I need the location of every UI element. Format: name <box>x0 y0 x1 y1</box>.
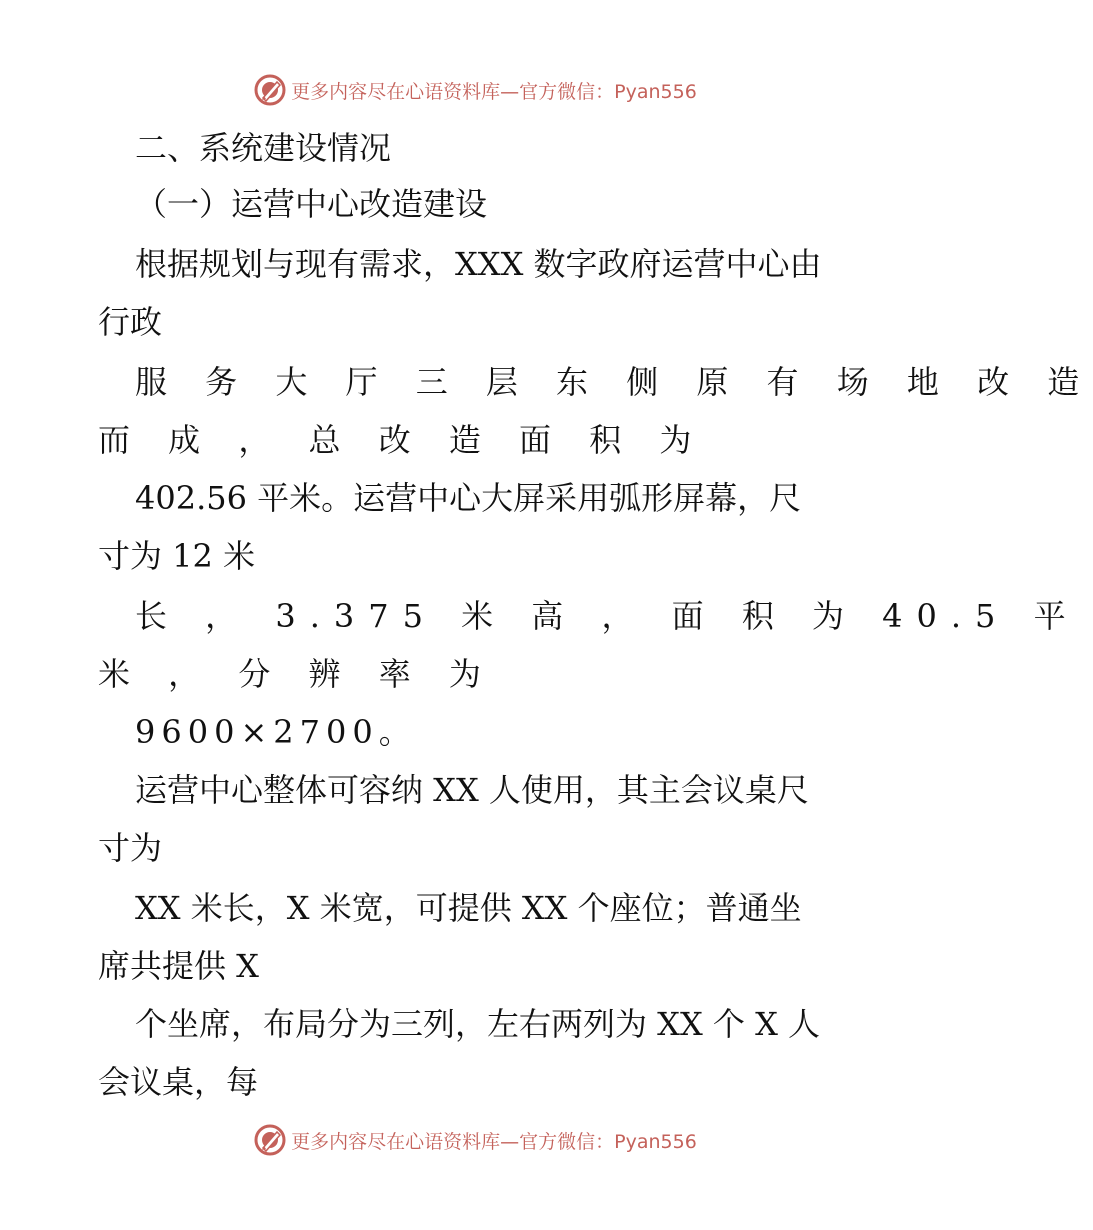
body-line-14: 个坐席，布局分为三列，左右两列为 XX 个 X 人 <box>135 1005 821 1043</box>
watermark-text: 更多内容尽在心语资料库—官方微信：Pyan556 <box>291 1130 697 1153</box>
body-line-5: 402.56 平米。运营中心大屏采用弧形屏幕，尺 <box>135 479 802 517</box>
section-heading: 二、系统建设情况 <box>135 129 392 167</box>
body-line-15: 会议桌，每 <box>98 1063 259 1101</box>
body-line-9: 9600×2700。 <box>135 713 417 751</box>
body-line-3: 服 务 大 厅 三 层 东 侧 原 有 场 地 改 造 <box>135 363 1093 401</box>
body-line-4: 而 成 ， 总 改 造 面 积 为 <box>98 421 706 459</box>
body-line-11: 寸为 <box>98 829 163 867</box>
body-line-2: 行政 <box>98 303 163 341</box>
subsection-heading: （一）运营中心改造建设 <box>135 185 488 223</box>
footer-watermark <box>0 1120 950 1160</box>
body-line-12: XX 米长，X 米宽，可提供 XX 个座位；普通坐 <box>135 889 802 927</box>
body-line-7: 长 ， 3.375 米 高 ， 面 积 为 40.5 平 <box>135 597 1080 635</box>
body-line-13: 席共提供 X <box>98 947 259 985</box>
pen-seal-icon <box>253 73 287 107</box>
body-line-8: 米 ， 分 辨 率 为 <box>98 655 495 693</box>
body-line-10: 运营中心整体可容纳 XX 人使用，其主会议桌尺 <box>135 771 809 809</box>
body-line-1: 根据规划与现有需求，XXX 数字政府运营中心由 <box>135 245 822 283</box>
header-watermark <box>0 70 950 110</box>
pen-seal-icon <box>253 1123 287 1157</box>
watermark-text: 更多内容尽在心语资料库—官方微信：Pyan556 <box>291 80 697 103</box>
body-line-6: 寸为 12 米 <box>98 537 256 575</box>
